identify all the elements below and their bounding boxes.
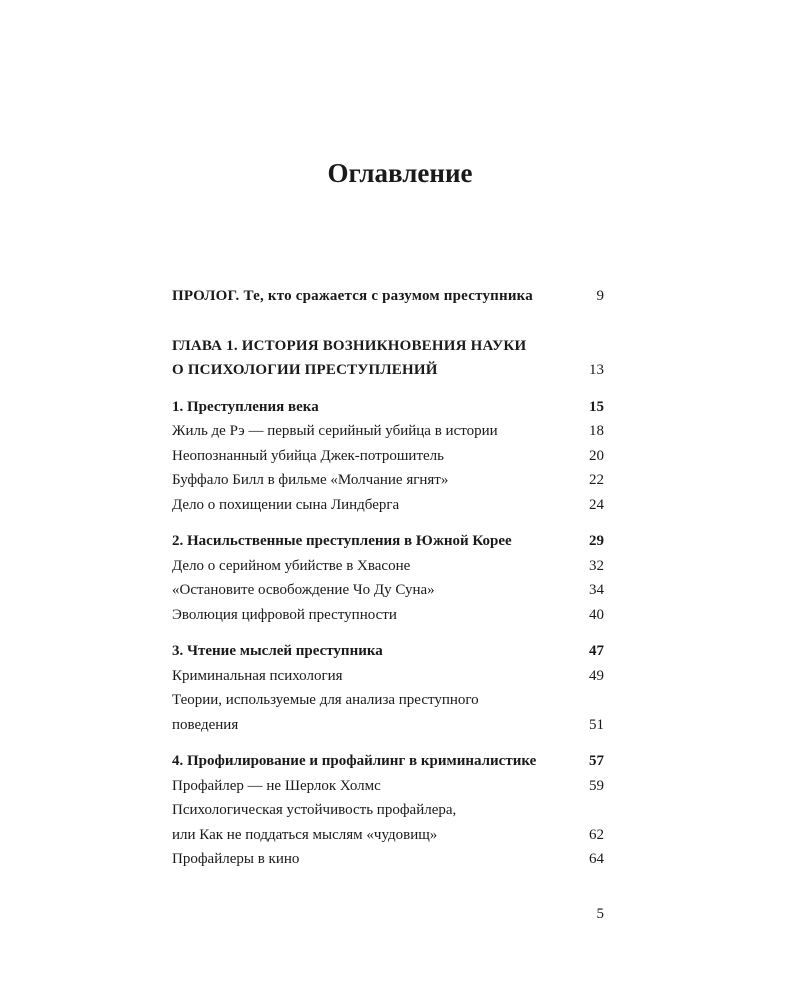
toc-entry-page: 62 [589,826,604,843]
toc-entry-line-1 [172,688,604,713]
toc-entry-text: Профайлер — не Шерлок Холмс [172,777,381,794]
toc-entry [172,774,604,799]
toc-entry-text: Эволюция цифровой преступности [172,606,397,623]
toc-entry-text: Неопознанный убийца Джек-потрошитель [172,447,444,464]
toc-entry-text: 1. Преступления века [172,398,319,415]
toc-entry-page: 15 [589,398,604,415]
page-title: Оглавление [327,158,473,188]
toc-entry-line-1 [172,798,604,823]
toc-entry-text: Жиль де Рэ — первый серийный убийца в истории [172,423,498,439]
toc-entry-page: 13 [589,362,604,378]
toc-entry-line-2 [172,823,604,848]
toc-entry-text: 2. Насильственные преступления в Южной Корее [172,533,512,549]
toc-entry-text: Психологическая устойчивость профайлера, [172,802,457,818]
toc-entry [172,493,604,518]
toc-entry-text: 3. Чтение мыслей преступника [172,643,383,659]
toc-entry-text: 4. Профилирование и профайлинг в криминалистике [172,753,537,769]
toc-entry-text: Профайлеры в кино [172,851,300,867]
page-number: 5 [596,906,604,922]
toc-entry-page: 29 [589,533,604,549]
toc-entry-page: 57 [589,753,604,769]
toc-entry-text: Криминальная психология [172,667,343,684]
toc-entry-page: 20 [589,447,604,464]
toc-entry-text: О ПСИХОЛОГИИ ПРЕСТУПЛЕНИЙ [172,362,438,378]
toc-entry-page: 22 [589,472,604,488]
toc-entry-page: 9 [596,288,604,304]
toc-entry-page: 34 [589,582,604,598]
toc-entry-text: или Как не поддаться мыслям «чудовищ» [172,826,438,843]
toc-entry-text: Теории, используемые для анализа преступного [172,692,479,708]
toc-entry-page: 64 [589,851,604,867]
toc-entry-line-2 [172,713,604,738]
toc-entry [172,468,604,493]
toc-section-heading [172,639,604,664]
toc-entry [172,664,604,689]
toc-entry-text: поведения [172,716,239,733]
toc-section-heading [172,395,604,420]
toc-entry-text: Дело о похищении сына Линдберга [172,496,400,513]
table-of-contents [172,284,604,872]
toc-entry-page: 47 [589,643,604,659]
toc-entry-page: 49 [589,667,604,684]
toc-entry [172,847,604,872]
toc-entry [172,578,604,603]
toc-entry-page: 18 [589,423,604,439]
toc-section-heading [172,529,604,554]
toc-entry-chapter-1-line-1 [172,334,604,359]
toc-entry-prolog [172,284,604,309]
toc-entry-text: Дело о серийном убийстве в Хвасоне [172,557,411,574]
toc-entry [172,554,604,579]
toc-entry [172,419,604,444]
toc-entry-chapter-1-line-2 [172,358,604,383]
toc-entry-page: 24 [589,496,604,513]
toc-entry-text: ПРОЛОГ. Те, кто сражается с разумом преступника [172,288,533,304]
toc-entry-page: 59 [589,777,604,794]
toc-entry [172,603,604,628]
toc-entry-text: Буффало Билл в фильме «Молчание ягнят» [172,472,449,488]
toc-entry-page: 51 [589,716,604,733]
toc-entry-text: ГЛАВА 1. ИСТОРИЯ ВОЗНИКНОВЕНИЯ НАУКИ [172,337,527,354]
toc-section-heading [172,749,604,774]
toc-entry-page: 40 [589,606,604,623]
toc-entry-page: 32 [589,557,604,574]
toc-entry-text: «Остановите освобождение Чо Ду Суна» [172,582,435,598]
toc-entry [172,444,604,469]
